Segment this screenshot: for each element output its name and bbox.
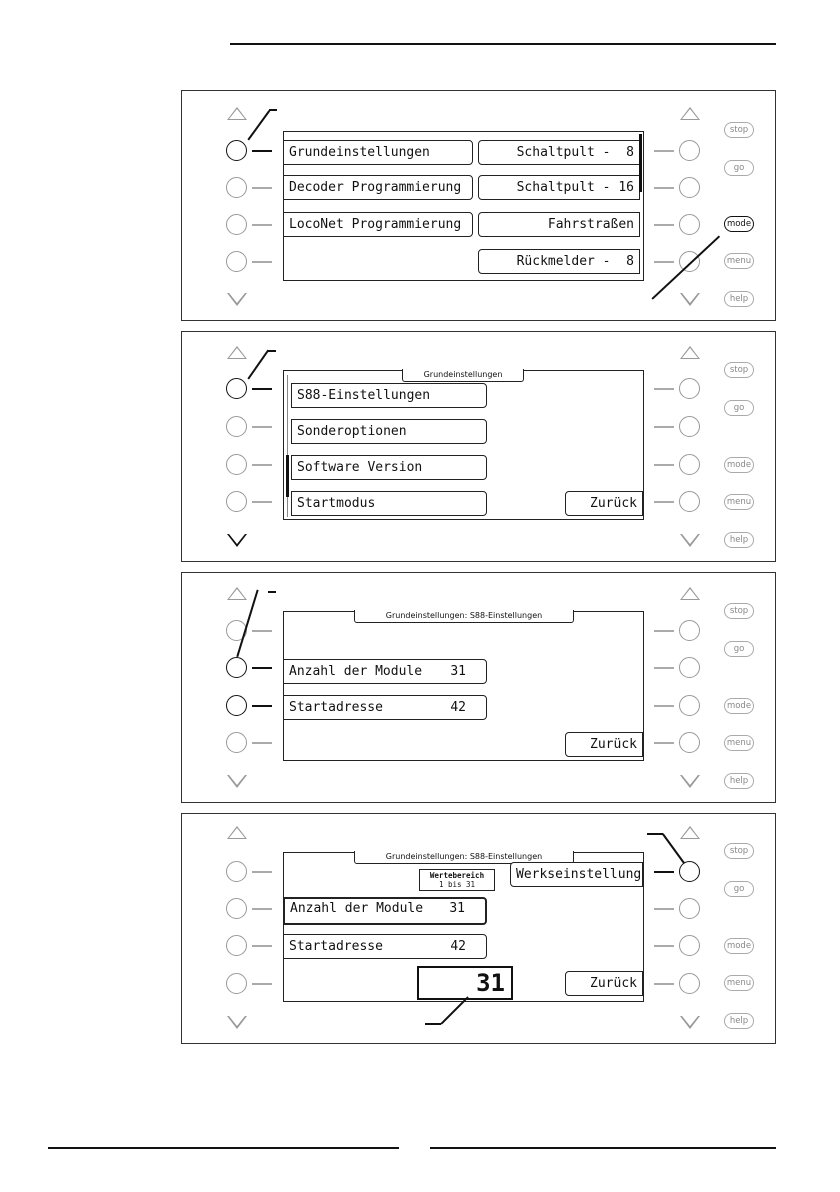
softkey-left-3[interactable] <box>226 695 247 716</box>
mode-button[interactable]: mode <box>724 457 754 473</box>
softkey-stub <box>654 908 674 910</box>
value-range-box <box>419 869 495 891</box>
scroll-up-arrow-right-icon[interactable] <box>680 587 700 600</box>
softkey-stub <box>654 187 674 189</box>
softkey-right-1[interactable] <box>679 140 700 161</box>
display-screen <box>283 611 644 761</box>
softkey-left-3[interactable] <box>226 214 247 235</box>
menu-item-startmodus[interactable]: Startmodus <box>291 491 487 516</box>
softkey-left-1[interactable] <box>226 378 247 399</box>
softkey-left-2[interactable] <box>226 898 247 919</box>
mode-button[interactable]: mode <box>724 216 754 232</box>
stop-button[interactable]: stop <box>724 603 754 619</box>
back-button[interactable]: Zurück <box>565 491 643 516</box>
callout-tick <box>268 591 276 593</box>
softkey-stub <box>252 908 272 910</box>
menu-item-value: 8 <box>626 145 634 160</box>
display-screen <box>283 131 644 281</box>
scrollbar-thumb[interactable] <box>639 134 642 192</box>
scroll-down-arrow-icon[interactable] <box>227 293 247 306</box>
callout-line <box>647 833 663 835</box>
menu-item-rueckmelder-8[interactable] <box>478 249 640 274</box>
menu-item-sonderoptionen[interactable]: Sonderoptionen <box>291 419 487 444</box>
footer-rule-right <box>430 1147 776 1149</box>
softkey-left-4[interactable] <box>226 973 247 994</box>
mode-button[interactable]: mode <box>724 698 754 714</box>
softkey-right-4[interactable] <box>679 973 700 994</box>
value-input[interactable]: 31 <box>417 966 513 1000</box>
softkey-right-2[interactable] <box>679 177 700 198</box>
scroll-up-arrow-right-icon[interactable] <box>680 826 700 839</box>
softkey-stub <box>252 871 272 873</box>
footer-rule-left <box>48 1147 399 1149</box>
softkey-stub <box>654 464 674 466</box>
softkey-right-1[interactable] <box>679 378 700 399</box>
help-button[interactable]: help <box>724 1013 754 1029</box>
menu-item-label: Schaltpult - <box>516 145 611 160</box>
scroll-down-arrow-icon[interactable] <box>227 775 247 788</box>
menu-item-value: 16 <box>618 180 634 195</box>
stop-button[interactable]: stop <box>724 843 754 859</box>
softkey-left-1[interactable] <box>226 861 247 882</box>
panel-s88-edit <box>181 813 776 1044</box>
menu-item-s88-einstellungen[interactable]: S88-Einstellungen <box>291 383 487 408</box>
setting-label: Anzahl der Module <box>290 901 424 916</box>
softkey-stub <box>252 464 272 466</box>
display-screen <box>283 852 644 1002</box>
setting-value: 31 <box>450 664 466 679</box>
display-screen <box>283 370 644 520</box>
softkey-left-1[interactable] <box>226 140 247 161</box>
callout-tick <box>268 350 276 352</box>
setting-label: Anzahl der Module <box>289 664 423 679</box>
callout-line <box>247 350 268 380</box>
softkey-right-3[interactable] <box>679 935 700 956</box>
go-button[interactable]: go <box>724 160 754 176</box>
menu-item-grundeinstellungen[interactable]: Grundeinstellungen <box>283 140 473 165</box>
mode-button[interactable]: mode <box>724 938 754 954</box>
softkey-stub <box>252 945 272 947</box>
softkey-left-4[interactable] <box>226 491 247 512</box>
screen-title: Grundeinstellungen: S88-Einstellungen <box>354 851 574 864</box>
scroll-up-arrow-icon[interactable] <box>227 587 247 600</box>
panel-main-menu <box>181 90 776 321</box>
menu-item-schaltpult-8[interactable] <box>478 140 640 165</box>
softkey-stub <box>654 630 674 632</box>
softkey-stub <box>252 501 272 503</box>
softkey-stub <box>252 667 272 669</box>
softkey-stub <box>654 388 674 390</box>
menu-item-label: Rückmelder - <box>516 254 611 269</box>
callout-tick <box>425 1023 441 1025</box>
stop-button[interactable]: stop <box>724 362 754 378</box>
menu-item-schaltpult-16[interactable] <box>478 175 640 200</box>
softkey-left-4[interactable] <box>226 251 247 272</box>
softkey-stub <box>252 187 272 189</box>
go-button[interactable]: go <box>724 400 754 416</box>
scroll-up-arrow-icon[interactable] <box>227 107 247 120</box>
softkey-stub <box>252 224 272 226</box>
menu-item-fahrstrassen[interactable]: Fahrstraßen <box>478 212 640 237</box>
softkey-stub <box>252 983 272 985</box>
menu-item-loconet-programmierung[interactable]: LocoNet Programmierung <box>283 212 473 237</box>
scroll-up-arrow-icon[interactable] <box>227 346 247 359</box>
softkey-left-2[interactable] <box>226 416 247 437</box>
back-button[interactable]: Zurück <box>565 971 643 996</box>
softkey-stub <box>654 983 674 985</box>
scrollbar-thumb[interactable] <box>286 455 289 497</box>
softkey-right-2[interactable] <box>679 416 700 437</box>
screen-title: Grundeinstellungen: S88-Einstellungen <box>354 610 574 623</box>
menu-item-software-version[interactable]: Software Version <box>291 455 487 480</box>
softkey-stub <box>252 426 272 428</box>
softkey-right-1[interactable] <box>679 861 700 882</box>
softkey-stub <box>654 705 674 707</box>
menu-button[interactable]: menu <box>724 735 754 751</box>
softkey-right-3[interactable] <box>679 695 700 716</box>
stop-button[interactable]: stop <box>724 122 754 138</box>
softkey-stub <box>654 871 674 873</box>
value-range-label: Wertebereich <box>429 871 485 880</box>
softkey-stub <box>654 742 674 744</box>
panel-s88-einstellungen <box>181 572 776 803</box>
softkey-stub <box>654 224 674 226</box>
menu-item-decoder-programmierung[interactable]: Decoder Programmierung <box>283 175 473 200</box>
menu-item-label: Schaltpult - <box>516 180 611 195</box>
setting-value: 31 <box>449 901 465 916</box>
softkey-left-2[interactable] <box>226 657 247 678</box>
softkey-stub <box>252 705 272 707</box>
softkey-right-3[interactable] <box>679 454 700 475</box>
softkey-stub <box>252 388 272 390</box>
menu-button[interactable]: menu <box>724 975 754 991</box>
softkey-right-3[interactable] <box>679 214 700 235</box>
scroll-down-arrow-right-icon[interactable] <box>680 293 700 306</box>
setting-label: Startadresse <box>289 939 383 954</box>
help-button[interactable]: help <box>724 532 754 548</box>
setting-value: 42 <box>450 700 466 715</box>
scroll-up-arrow-right-icon[interactable] <box>680 346 700 359</box>
setting-startadresse[interactable] <box>283 695 487 720</box>
setting-anzahl-der-module[interactable] <box>283 897 487 925</box>
scroll-up-arrow-right-icon[interactable] <box>680 107 700 120</box>
menu-button[interactable]: menu <box>724 253 754 269</box>
scroll-down-arrow-right-icon[interactable] <box>680 775 700 788</box>
scroll-down-arrow-right-icon[interactable] <box>680 1016 700 1029</box>
softkey-stub <box>252 630 272 632</box>
softkey-stub <box>654 261 674 263</box>
menu-button[interactable]: menu <box>724 494 754 510</box>
panel-grundeinstellungen <box>181 331 776 562</box>
softkey-stub <box>654 667 674 669</box>
softkey-stub <box>252 261 272 263</box>
softkey-stub <box>654 945 674 947</box>
softkey-right-4[interactable] <box>679 491 700 512</box>
softkey-stub <box>252 150 272 152</box>
scroll-down-arrow-icon[interactable] <box>227 1016 247 1029</box>
softkey-left-3[interactable] <box>226 935 247 956</box>
back-button[interactable]: Zurück <box>565 732 643 757</box>
callout-line <box>247 110 269 140</box>
scroll-up-arrow-icon[interactable] <box>227 826 247 839</box>
setting-value: 42 <box>450 939 466 954</box>
value-range-values: 1 bis 31 <box>438 880 476 889</box>
softkey-stub <box>252 742 272 744</box>
setting-anzahl-der-module[interactable] <box>283 659 487 684</box>
screen-title: Grundeinstellungen <box>402 369 524 382</box>
go-button[interactable]: go <box>724 641 754 657</box>
softkey-left-4[interactable] <box>226 732 247 753</box>
callout-tick <box>269 109 277 111</box>
softkey-left-2[interactable] <box>226 177 247 198</box>
softkey-left-3[interactable] <box>226 454 247 475</box>
softkey-right-2[interactable] <box>679 898 700 919</box>
scroll-down-arrow-icon[interactable] <box>227 534 247 547</box>
softkey-right-1[interactable] <box>679 620 700 641</box>
softkey-stub <box>654 426 674 428</box>
go-button[interactable]: go <box>724 881 754 897</box>
factory-settings-button[interactable]: Werkseinstellung <box>510 862 643 887</box>
softkey-right-4[interactable] <box>679 732 700 753</box>
help-button[interactable]: help <box>724 291 754 307</box>
help-button[interactable]: help <box>724 773 754 789</box>
setting-startadresse[interactable] <box>283 934 487 959</box>
scroll-down-arrow-right-icon[interactable] <box>680 534 700 547</box>
softkey-right-2[interactable] <box>679 657 700 678</box>
header-rule <box>230 43 776 45</box>
softkey-stub <box>654 501 674 503</box>
setting-label: Startadresse <box>289 700 383 715</box>
softkey-stub <box>654 150 674 152</box>
menu-item-value: 8 <box>626 254 634 269</box>
callout-line <box>651 235 719 299</box>
